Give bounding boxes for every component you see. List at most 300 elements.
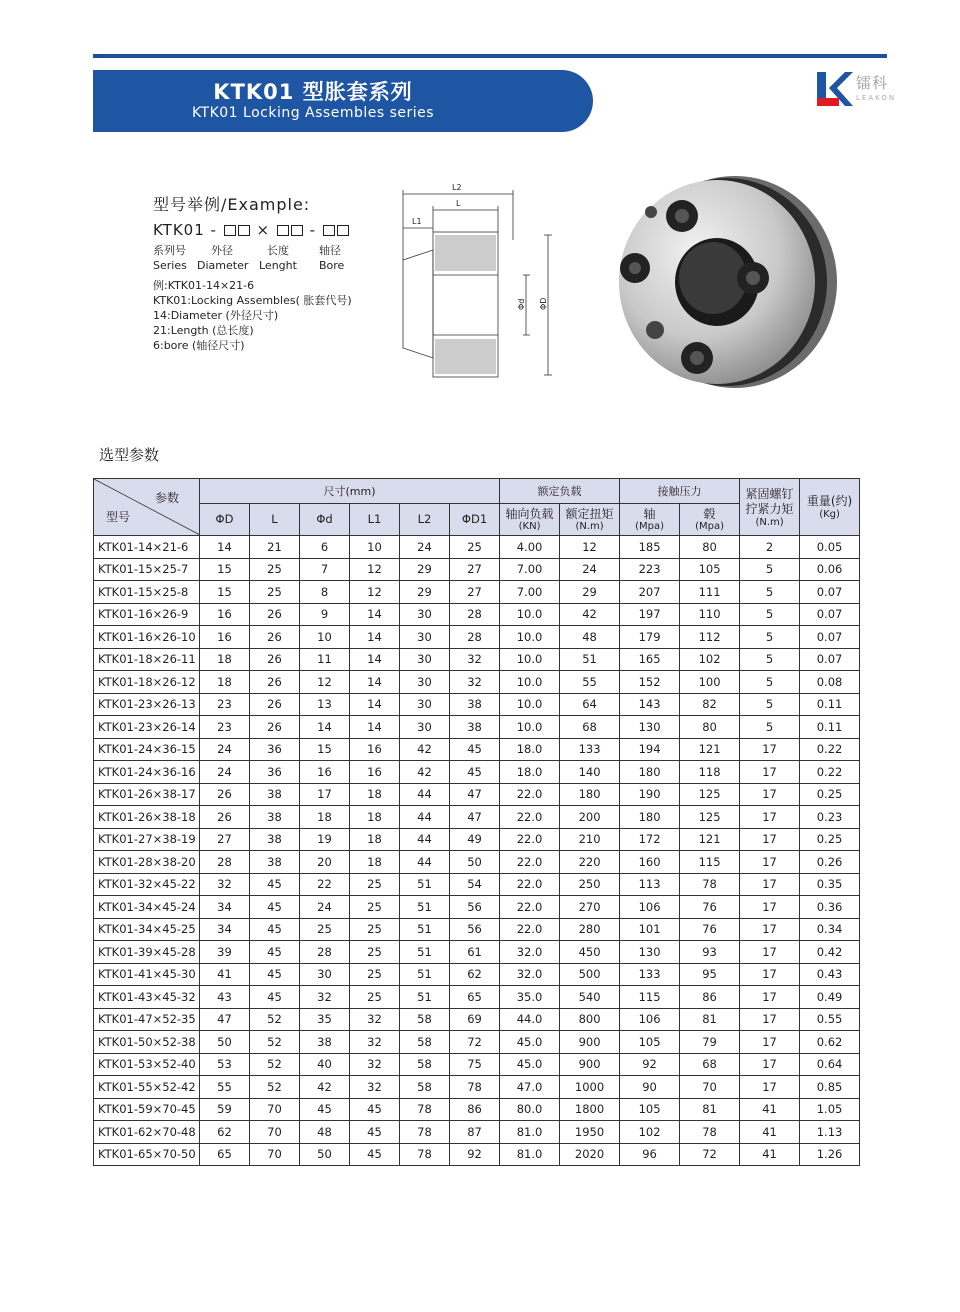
value-cell: 220 [560, 851, 620, 874]
value-cell: 110 [680, 603, 740, 626]
value-cell: 17 [740, 963, 800, 986]
value-cell: 106 [620, 896, 680, 919]
value-cell: 48 [560, 626, 620, 649]
table-row [94, 671, 860, 694]
value-cell: 12 [300, 671, 350, 694]
value-cell: 38 [450, 716, 500, 739]
value-cell: 22.0 [500, 873, 560, 896]
value-cell: 45 [450, 761, 500, 784]
value-cell: 24 [560, 558, 620, 581]
value-cell: 54 [450, 873, 500, 896]
value-cell: 38 [450, 693, 500, 716]
label-bore-en: Bore [319, 259, 345, 272]
value-cell: 12 [350, 558, 400, 581]
value-cell: 1000 [560, 1076, 620, 1099]
value-cell: 10.0 [500, 603, 560, 626]
value-cell: 30 [400, 716, 450, 739]
model-cell: KTK01-41×45-30 [94, 963, 200, 986]
value-cell: 25 [300, 918, 350, 941]
value-cell: 86 [450, 1098, 500, 1121]
value-cell: 26 [250, 671, 300, 694]
header-load: 额定负载 [500, 479, 620, 504]
table-row [94, 941, 860, 964]
value-cell: 18 [350, 783, 400, 806]
value-cell: 70 [250, 1143, 300, 1166]
corner-model: 型号 [106, 510, 131, 524]
label-l: L [456, 199, 461, 208]
value-cell: 34 [200, 918, 250, 941]
value-cell: 185 [620, 536, 680, 559]
value-cell: 23 [200, 716, 250, 739]
value-cell: 540 [560, 986, 620, 1009]
header-dimensions: 尺寸(mm) [200, 479, 500, 504]
value-cell: 112 [680, 626, 740, 649]
value-cell: 115 [620, 986, 680, 1009]
value-cell: 87 [450, 1121, 500, 1144]
value-cell: 32 [350, 1053, 400, 1076]
value-cell: 44 [400, 828, 450, 851]
table-row [94, 603, 860, 626]
value-cell: 8 [300, 581, 350, 604]
value-cell: 92 [450, 1143, 500, 1166]
col-hub-unit: (Mpa) [695, 520, 724, 532]
value-cell: 21 [250, 536, 300, 559]
value-cell: 51 [560, 648, 620, 671]
value-cell: 17 [740, 761, 800, 784]
value-cell: 18 [200, 671, 250, 694]
value-cell: 17 [740, 918, 800, 941]
value-cell: 17 [740, 783, 800, 806]
value-cell: 36 [250, 738, 300, 761]
model-cell: KTK01-16×26-10 [94, 626, 200, 649]
value-cell: 80 [680, 536, 740, 559]
table-row [94, 536, 860, 559]
value-cell: 26 [250, 648, 300, 671]
value-cell: 105 [620, 1031, 680, 1054]
value-cell: 0.07 [800, 581, 860, 604]
value-cell: 223 [620, 558, 680, 581]
value-cell: 0.07 [800, 626, 860, 649]
model-cell: KTK01-18×26-12 [94, 671, 200, 694]
value-cell: 40 [300, 1053, 350, 1076]
value-cell: 24 [200, 761, 250, 784]
value-cell: 22.0 [500, 828, 560, 851]
value-cell: 179 [620, 626, 680, 649]
label-length-en: Lenght [259, 259, 297, 272]
value-cell: 111 [680, 581, 740, 604]
value-cell: 140 [560, 761, 620, 784]
value-cell: 28 [450, 603, 500, 626]
value-cell: 25 [350, 896, 400, 919]
value-cell: 2 [740, 536, 800, 559]
weight-unit: (Kg) [819, 509, 840, 520]
value-cell: 115 [680, 851, 740, 874]
value-cell: 51 [400, 986, 450, 1009]
value-cell: 52 [250, 1076, 300, 1099]
value-cell: 102 [680, 648, 740, 671]
value-cell: 78 [450, 1076, 500, 1099]
value-cell: 152 [620, 671, 680, 694]
value-cell: 58 [400, 1031, 450, 1054]
value-cell: 25 [450, 536, 500, 559]
value-cell: 0.36 [800, 896, 860, 919]
table-row [94, 558, 860, 581]
value-cell: 14 [350, 693, 400, 716]
value-cell: 0.22 [800, 738, 860, 761]
value-cell: 200 [560, 806, 620, 829]
value-cell: 47 [450, 806, 500, 829]
value-cell: 86 [680, 986, 740, 1009]
page-title: KTK01 型胀套系列 [213, 80, 413, 104]
value-cell: 29 [560, 581, 620, 604]
value-cell: 15 [200, 581, 250, 604]
example-labels-en [153, 259, 352, 272]
value-cell: 24 [400, 536, 450, 559]
box-icon [224, 225, 236, 236]
brand-logo [815, 68, 897, 110]
value-cell: 26 [250, 716, 300, 739]
table-row [94, 851, 860, 874]
model-cell: KTK01-59×70-45 [94, 1098, 200, 1121]
value-cell: 5 [740, 603, 800, 626]
value-cell: 10.0 [500, 716, 560, 739]
value-cell: 65 [450, 986, 500, 1009]
value-cell: 22.0 [500, 783, 560, 806]
value-cell: 18 [200, 648, 250, 671]
label-length-cn: 长度 [267, 244, 289, 257]
table-row [94, 896, 860, 919]
table-row [94, 693, 860, 716]
value-cell: 58 [400, 1053, 450, 1076]
value-cell: 180 [560, 783, 620, 806]
box-icon [277, 225, 289, 236]
value-cell: 28 [300, 941, 350, 964]
technical-drawing [398, 180, 568, 380]
model-cell: KTK01-23×26-14 [94, 716, 200, 739]
value-cell: 22.0 [500, 918, 560, 941]
model-cell: KTK01-23×26-13 [94, 693, 200, 716]
col-D: ΦD [200, 503, 250, 535]
value-cell: 47 [200, 1008, 250, 1031]
value-cell: 70 [250, 1098, 300, 1121]
value-cell: 900 [560, 1053, 620, 1076]
col-axial-label: 轴向负载 [505, 506, 554, 521]
value-cell: 42 [400, 738, 450, 761]
model-cell: KTK01-15×25-7 [94, 558, 200, 581]
value-cell: 30 [300, 963, 350, 986]
value-cell: 27 [200, 828, 250, 851]
value-cell: 81.0 [500, 1121, 560, 1144]
value-cell: 56 [450, 896, 500, 919]
value-cell: 35 [300, 1008, 350, 1031]
table-row [94, 1098, 860, 1121]
value-cell: 78 [400, 1143, 450, 1166]
value-cell: 62 [200, 1121, 250, 1144]
value-cell: 34 [200, 896, 250, 919]
value-cell: 38 [250, 851, 300, 874]
value-cell: 55 [560, 671, 620, 694]
value-cell: 105 [680, 558, 740, 581]
value-cell: 81.0 [500, 1143, 560, 1166]
value-cell: 92 [620, 1053, 680, 1076]
value-cell: 25 [350, 873, 400, 896]
value-cell: 16 [200, 626, 250, 649]
value-cell: 10 [350, 536, 400, 559]
table-row [94, 1076, 860, 1099]
value-cell: 25 [250, 558, 300, 581]
screw-title: 紧固螺钉拧紧力矩 [745, 486, 794, 516]
value-cell: 6 [300, 536, 350, 559]
value-cell: 24 [200, 738, 250, 761]
spec-table-body [94, 536, 860, 1166]
col-torque [560, 503, 620, 535]
value-cell: 50 [450, 851, 500, 874]
label-l1: L1 [412, 217, 422, 226]
value-cell: 55 [200, 1076, 250, 1099]
table-row [94, 873, 860, 896]
label-phiD: ΦD [539, 297, 548, 310]
value-cell: 106 [620, 1008, 680, 1031]
table-row [94, 581, 860, 604]
value-cell: 18 [350, 828, 400, 851]
value-cell: 64 [560, 693, 620, 716]
value-cell: 72 [680, 1143, 740, 1166]
value-cell: 15 [300, 738, 350, 761]
value-cell: 7.00 [500, 558, 560, 581]
value-cell: 30 [400, 693, 450, 716]
model-cell: KTK01-16×26-9 [94, 603, 200, 626]
example-notes [153, 278, 352, 353]
value-cell: 100 [680, 671, 740, 694]
value-cell: 44 [400, 783, 450, 806]
value-cell: 16 [300, 761, 350, 784]
value-cell: 52 [250, 1008, 300, 1031]
value-cell: 42 [400, 761, 450, 784]
model-cell: KTK01-28×38-20 [94, 851, 200, 874]
value-cell: 10.0 [500, 693, 560, 716]
value-cell: 1.26 [800, 1143, 860, 1166]
value-cell: 25 [350, 963, 400, 986]
value-cell: 44 [400, 806, 450, 829]
value-cell: 172 [620, 828, 680, 851]
value-cell: 10.0 [500, 648, 560, 671]
value-cell: 41 [740, 1098, 800, 1121]
col-hub-label: 毂 [703, 506, 716, 521]
box-icon [323, 225, 335, 236]
value-cell: 0.25 [800, 783, 860, 806]
value-cell: 7 [300, 558, 350, 581]
value-cell: 14 [200, 536, 250, 559]
value-cell: 59 [200, 1098, 250, 1121]
value-cell: 90 [620, 1076, 680, 1099]
value-cell: 81 [680, 1098, 740, 1121]
value-cell: 51 [400, 963, 450, 986]
value-cell: 0.22 [800, 761, 860, 784]
value-cell: 1.05 [800, 1098, 860, 1121]
value-cell: 0.25 [800, 828, 860, 851]
value-cell: 32 [300, 986, 350, 1009]
value-cell: 0.26 [800, 851, 860, 874]
value-cell: 79 [680, 1031, 740, 1054]
label-series-en: Series [153, 259, 187, 272]
table-row [94, 1143, 860, 1166]
value-cell: 5 [740, 648, 800, 671]
value-cell: 5 [740, 581, 800, 604]
model-cell: KTK01-32×45-22 [94, 873, 200, 896]
model-cell: KTK01-50×52-38 [94, 1031, 200, 1054]
col-hub [680, 503, 740, 535]
table-row [94, 626, 860, 649]
value-cell: 81 [680, 1008, 740, 1031]
table-row [94, 738, 860, 761]
value-cell: 250 [560, 873, 620, 896]
col-shaft [620, 503, 680, 535]
example-title: 型号举例/Example: [153, 195, 311, 214]
title-banner [93, 70, 593, 132]
value-cell: 26 [250, 626, 300, 649]
value-cell: 9 [300, 603, 350, 626]
value-cell: 17 [740, 896, 800, 919]
value-cell: 41 [200, 963, 250, 986]
value-cell: 17 [740, 738, 800, 761]
value-cell: 32 [350, 1008, 400, 1031]
value-cell: 165 [620, 648, 680, 671]
value-cell: 70 [680, 1076, 740, 1099]
value-cell: 1950 [560, 1121, 620, 1144]
value-cell: 47.0 [500, 1076, 560, 1099]
value-cell: 7.00 [500, 581, 560, 604]
value-cell: 14 [350, 626, 400, 649]
value-cell: 45.0 [500, 1053, 560, 1076]
header-screw [740, 479, 800, 536]
value-cell: 45 [250, 873, 300, 896]
value-cell: 500 [560, 963, 620, 986]
value-cell: 24 [300, 896, 350, 919]
value-cell: 16 [200, 603, 250, 626]
value-cell: 42 [560, 603, 620, 626]
value-cell: 800 [560, 1008, 620, 1031]
table-row [94, 986, 860, 1009]
value-cell: 69 [450, 1008, 500, 1031]
value-cell: 93 [680, 941, 740, 964]
col-L1: L1 [350, 503, 400, 535]
value-cell: 26 [250, 603, 300, 626]
model-cell: KTK01-15×25-8 [94, 581, 200, 604]
value-cell: 22.0 [500, 896, 560, 919]
value-cell: 26 [250, 693, 300, 716]
value-cell: 0.49 [800, 986, 860, 1009]
value-cell: 450 [560, 941, 620, 964]
value-cell: 125 [680, 806, 740, 829]
example-block [153, 192, 352, 353]
col-shaft-unit: (Mpa) [635, 520, 664, 532]
value-cell: 30 [400, 603, 450, 626]
value-cell: 45.0 [500, 1031, 560, 1054]
value-cell: 45 [250, 963, 300, 986]
value-cell: 51 [400, 896, 450, 919]
model-cell: KTK01-39×45-28 [94, 941, 200, 964]
weight-title: 重量(约) [806, 494, 853, 508]
value-cell: 0.07 [800, 603, 860, 626]
value-cell: 10.0 [500, 671, 560, 694]
value-cell: 30 [400, 648, 450, 671]
value-cell: 18.0 [500, 761, 560, 784]
value-cell: 65 [200, 1143, 250, 1166]
col-L: L [250, 503, 300, 535]
col-axial [500, 503, 560, 535]
table-row [94, 828, 860, 851]
value-cell: 45 [250, 918, 300, 941]
value-cell: 14 [350, 671, 400, 694]
value-cell: 133 [620, 963, 680, 986]
value-cell: 22.0 [500, 806, 560, 829]
value-cell: 32 [450, 648, 500, 671]
value-cell: 11 [300, 648, 350, 671]
value-cell: 23 [200, 693, 250, 716]
value-cell: 70 [250, 1121, 300, 1144]
value-cell: 1800 [560, 1098, 620, 1121]
col-D1: ΦD1 [450, 503, 500, 535]
value-cell: 45 [450, 738, 500, 761]
value-cell: 194 [620, 738, 680, 761]
section-title: 选型参数 [99, 446, 160, 464]
value-cell: 17 [740, 1008, 800, 1031]
value-cell: 62 [450, 963, 500, 986]
value-cell: 17 [740, 806, 800, 829]
value-cell: 82 [680, 693, 740, 716]
value-cell: 113 [620, 873, 680, 896]
value-cell: 17 [740, 873, 800, 896]
value-cell: 58 [400, 1008, 450, 1031]
value-cell: 14 [350, 603, 400, 626]
value-cell: 27 [450, 558, 500, 581]
table-row [94, 918, 860, 941]
col-L2: L2 [400, 503, 450, 535]
value-cell: 102 [620, 1121, 680, 1144]
value-cell: 38 [300, 1031, 350, 1054]
value-cell: 4.00 [500, 536, 560, 559]
value-cell: 41 [740, 1121, 800, 1144]
value-cell: 45 [250, 941, 300, 964]
label-l2: L2 [452, 183, 462, 192]
value-cell: 26 [200, 806, 250, 829]
label-series-cn: 系列号 [153, 244, 186, 257]
table-row [94, 1121, 860, 1144]
value-cell: 96 [620, 1143, 680, 1166]
value-cell: 133 [560, 738, 620, 761]
value-cell: 52 [250, 1053, 300, 1076]
value-cell: 30 [400, 671, 450, 694]
value-cell: 18 [350, 851, 400, 874]
value-cell: 43 [200, 986, 250, 1009]
model-cell: KTK01-24×36-15 [94, 738, 200, 761]
value-cell: 10 [300, 626, 350, 649]
value-cell: 50 [200, 1031, 250, 1054]
value-cell: 0.35 [800, 873, 860, 896]
table-row [94, 1008, 860, 1031]
screw-unit: (N.m) [755, 516, 784, 528]
value-cell: 78 [680, 873, 740, 896]
example-code: KTK01 - × - [153, 221, 352, 239]
table-row [94, 783, 860, 806]
value-cell: 53 [200, 1053, 250, 1076]
value-cell: 72 [450, 1031, 500, 1054]
product-photo [605, 168, 845, 396]
table-row [94, 648, 860, 671]
value-cell: 125 [680, 783, 740, 806]
value-cell: 22 [300, 873, 350, 896]
value-cell: 25 [250, 581, 300, 604]
